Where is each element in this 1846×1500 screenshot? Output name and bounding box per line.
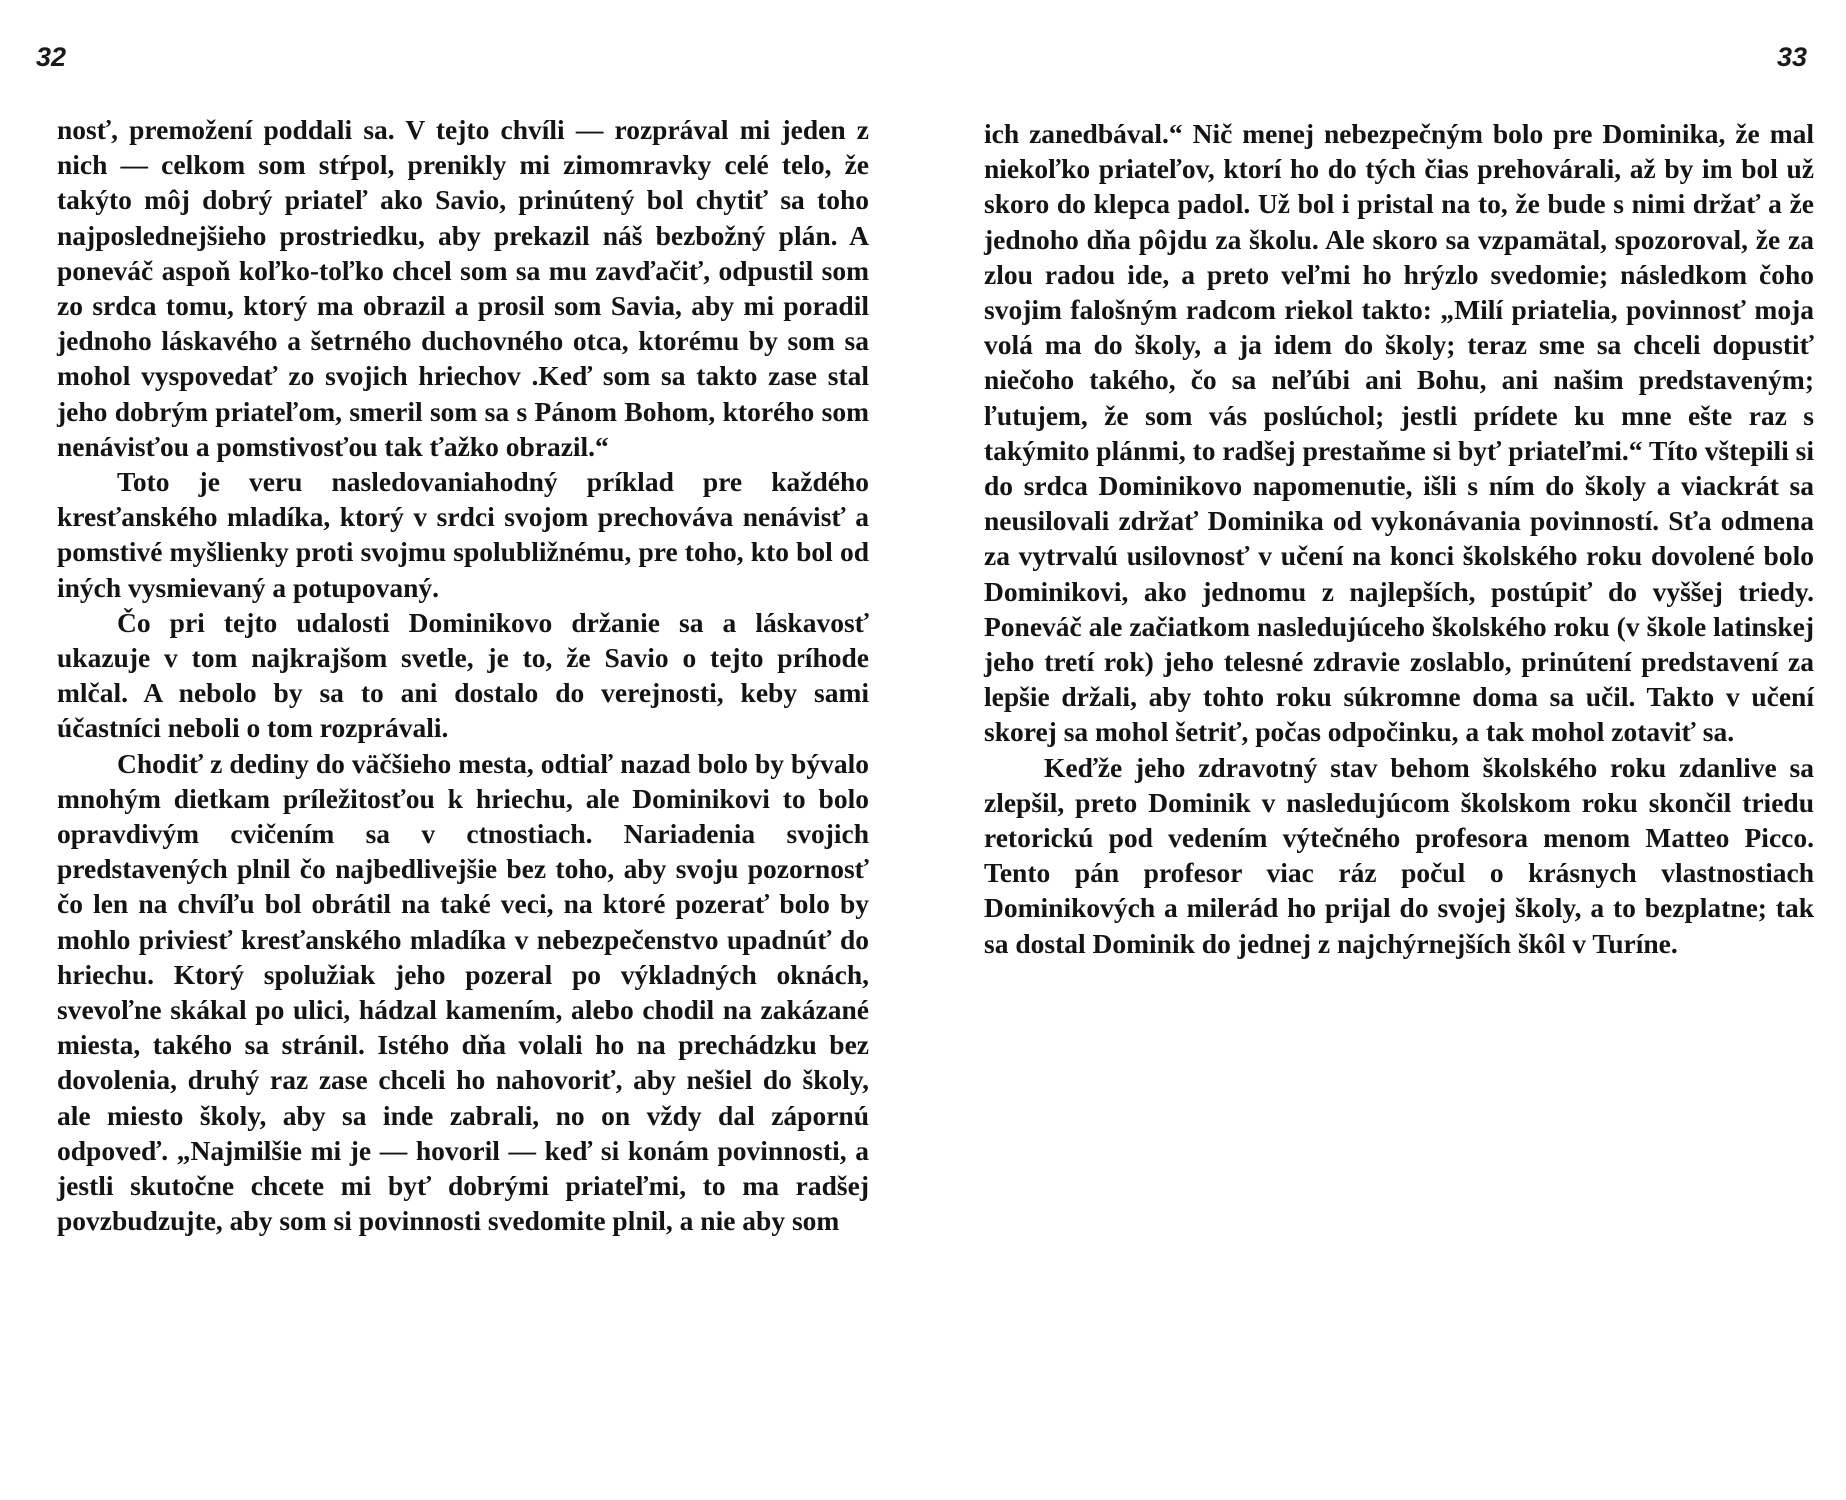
page-text [984, 116, 1814, 961]
paragraph: Čo pri tejto udalosti Dominikovo držanie sa a láskavosť ukazuje v tom najkrajšom svetle, je to, že Savio o tejto príhode mlčal. A nebolo by sa to ani dostalo do verejnosti, keby sami účastníci neboli o tom rozprávali. [57, 606, 869, 744]
paragraph: nosť, premožení poddali sa. V tejto chvíli — rozprával mi jeden z nich — celkom som stŕpol, prenikly mi zimomravky celé telo, že takýto môj dobrý priateľ ako Savio, prinútený bol chytiť sa toho najposlednejšieho prostriedku, aby prekazil náš bezbožný plán. A poneváč aspoň koľko-toľko chcel som sa mu zavďačiť, odpustil som zo srdca tomu, ktorý ma obrazil a prosil som Savia, aby mi poradil jednoho láskavého a šetrného duchovného otca, ktorému by som sa mohol vyspovedať zo svojich hriechov .Keď som sa takto zase stal jeho dobrým priateľom, smeril som sa s Pánom Bohom, ktorého som nenávisťou a pomstivosťou tak ťažko obrazil.“ [57, 114, 869, 462]
paragraph: Keďže jeho zdravotný stav behom školského roku zdanlive sa zlepšil, preto Dominik v nasledujúcom školskom roku skončil triedu retorickú pod vedením výtečného profesora menom Matteo Picco. Tento pán profesor viac ráz počul o krásnych vlastnostiach Dominikových a milerád ho prijal do svojej školy, a to bezplatne; tak sa dostal Dominik do jednej z najchýrnejších škôl v Turíne. [984, 751, 1814, 959]
page-number: 33 [1776, 42, 1807, 72]
page-number: 32 [36, 42, 67, 72]
right-page [923, 0, 1846, 1500]
paragraph: ich zanedbával.“ Nič menej nebezpečným bolo pre Dominika, že mal niekoľko priateľov, ktorí ho do tých čias prehovárali, až by im bol už skoro do klepca padol. Už bol i pristal na to, že bude s nimi držať a že jednoho dňa pôjdu za školu. Ale skoro sa vzpamätal, spozoroval, že za zlou radou ide, a preto veľmi ho hrýzlo svedomie; následkom čoho svojim falošným radcom riekol takto: „Milí priatelia, povinnosť moja volá ma do školy, a ja idem do školy; teraz sme sa chceli dopustiť niečoho takého, čo sa neľúbi ani Bohu, ani našim predstaveným; ľutujem, že som vás poslúchol; jestli prídete ku mne ešte raz s takýmito plánmi, to radšej prestaňme si byť priateľmi.“ Títo vštepili si do srdca Dominikovo napomenutie, išli s ním do školy a viackrát sa neusilovali zdržať Dominika od vykonávania povinností. Sťa odmena za vytrvalú usilovnosť v učení na konci školského roku dovolené bolo Dominikovi, ako jednomu z najlepších, postúpiť do vyššej triedy. Poneváč ale začiatkom nasledujúceho školského roku (v škole latinskej jeho tretí rok) jeho telesné zdravie zoslablo, prinútení predstavení za lepšie držali, aby tohto roku súkromne doma sa učil. Takto v učení skorej sa mohol šetriť, počas odpočinku, a tak mohol zotaviť sa. [984, 118, 1814, 748]
paragraph: Chodiť z dediny do väčšieho mesta, odtiaľ nazad bolo by bývalo mnohým dietkam príležitosťou k hriechu, ale Dominikovi to bolo opravdivým cvičením sa v ctnostiach. Nariadenia svojich predstavených plnil čo najbedlivejšie bez toho, aby svoju pozornosť čo len na chvíľu bol obrátil na také veci, na ktoré pozerať bolo by mohlo priviesť kresťanského mladíka v nebezpečenstvo upadnúť do hriechu. Ktorý spolužiak jeho pozeral po výkladných oknách, svevoľne skákal po ulici, hádzal kamením, alebo chodil na zakázané miesta, takého sa stránil. Istého dňa volali ho na prechádzku bez dovolenia, druhý raz zase chceli ho nahovoriť, aby nešiel do školy, ale miesto školy, aby sa inde zabrali, no on vždy dal zápornú odpoveď. „Najmilšie mi je — hovoril — keď si konám povinnosti, a jestli skutočne chcete mi byť dobrými priateľmi, to ma radšej povzbudzujte, aby som si povinnosti svedomite plnil, a nie aby som [57, 747, 869, 1237]
page-text [57, 112, 869, 1239]
paragraph: Toto je veru nasledovaniahodný príklad pre každého kresťanského mladíka, ktorý v srdci svojom prechováva nenávisť a pomstivé myšlienky proti svojmu spolubližnému, pre toho, kto bol od iných vysmievaný a potupovaný. [57, 466, 869, 603]
